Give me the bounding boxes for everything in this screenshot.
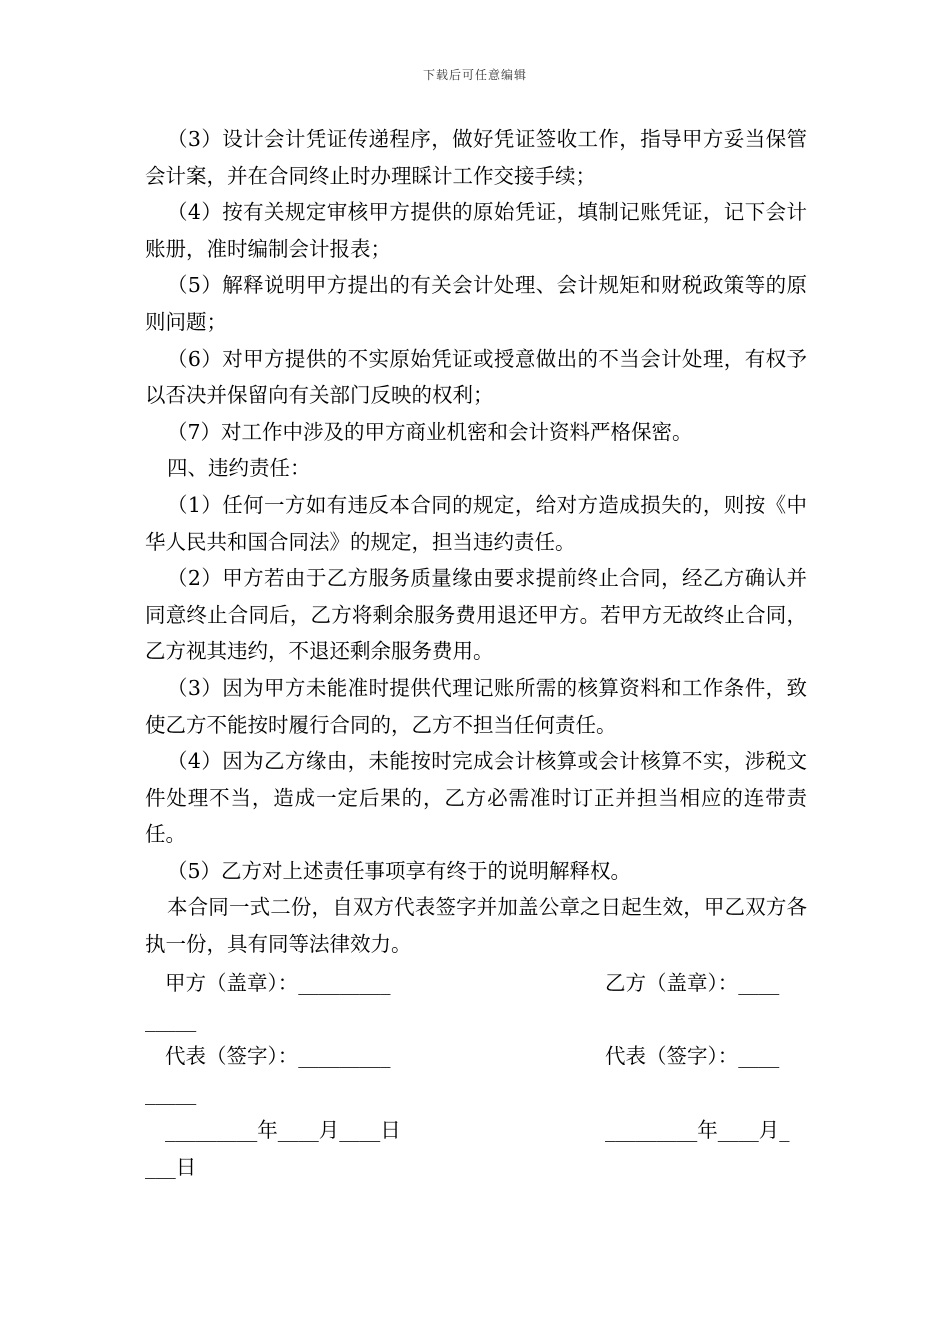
party-a-date-field: _________年____月____日 (165, 1118, 401, 1142)
section-heading-breach-liability: 四、违约责任： (167, 456, 311, 481)
breach-clause-5: （5）乙方对上述责任事项享有终于的说明解释权。 (167, 858, 632, 883)
breach-clause-2: （2）甲方若由于乙方服务质量缘由要求提前终止合同，经乙方确认并同意终止合同后，乙方将剩余服务费用退还甲方。若甲方无故终止合同，乙方视其违约，不退还剩余服务费用。 (145, 566, 807, 664)
party-b-rep-field: 代表（签字）：____ (605, 1044, 780, 1068)
party-b-date-field-wrap: ___日 (145, 1154, 197, 1179)
page-header: 下载后可任意编辑 (422, 68, 527, 82)
party-b-seal-field-wrap: _____ (145, 1007, 197, 1032)
clause-6-reject-false-vouchers: （6）对甲方提供的不实原始凭证或授意做出的不当会计处理，有权予以否决并保留向有关部门反映的权利； (145, 346, 807, 408)
clause-5-explain-policies: （5）解释说明甲方提出的有关会计处理、会计规矩和财税政策等的原则问题； (145, 273, 807, 334)
contract-validity-statement: 本合同一式二份，自双方代表签字并加盖公章之日起生效，甲乙双方各执一份，具有同等法律效力。 (145, 895, 807, 957)
party-a-rep-field: 代表（签字）：_________ (165, 1044, 391, 1068)
clause-4-audit-vouchers: （4）按有关规定审核甲方提供的原始凭证，填制记账凭证，记下会计账册，准时编制会计报表； (145, 200, 807, 261)
party-b-date-field: _________年____月_ (605, 1118, 790, 1142)
breach-clause-3: （3）因为甲方未能准时提供代理记账所需的核算资料和工作条件，致使乙方不能按时履行合同的，乙方不担当任何责任。 (145, 675, 807, 737)
party-b-seal-field: 乙方（盖章）：____ (605, 971, 780, 995)
breach-clause-1: （1）任何一方如有违反本合同的规定，给对方造成损失的，则按《中华人民共和国合同法》的规定，担当违约责任。 (145, 492, 807, 554)
clause-7-confidentiality: （7）对工作中涉及的甲方商业机密和会计资料严格保密。 (167, 419, 693, 444)
contract-body (145, 121, 807, 963)
party-b-rep-field-wrap: _____ (145, 1080, 197, 1105)
clause-3-voucher-procedure: （3）设计会计凭证传递程序，做好凭证签收工作，指导甲方妥当保管会计案，并在合同终止时办理睬计工作交接手续； (145, 127, 807, 188)
party-a-seal-field: 甲方（盖章）：_________ (165, 971, 391, 995)
date-row (145, 1112, 807, 1258)
breach-clause-4: （4）因为乙方缘由，未能按时完成会计核算或会计核算不实，涉税文件处理不当，造成一定后果的，乙方必需准时订正并担当相应的连带责任。 (145, 749, 807, 847)
